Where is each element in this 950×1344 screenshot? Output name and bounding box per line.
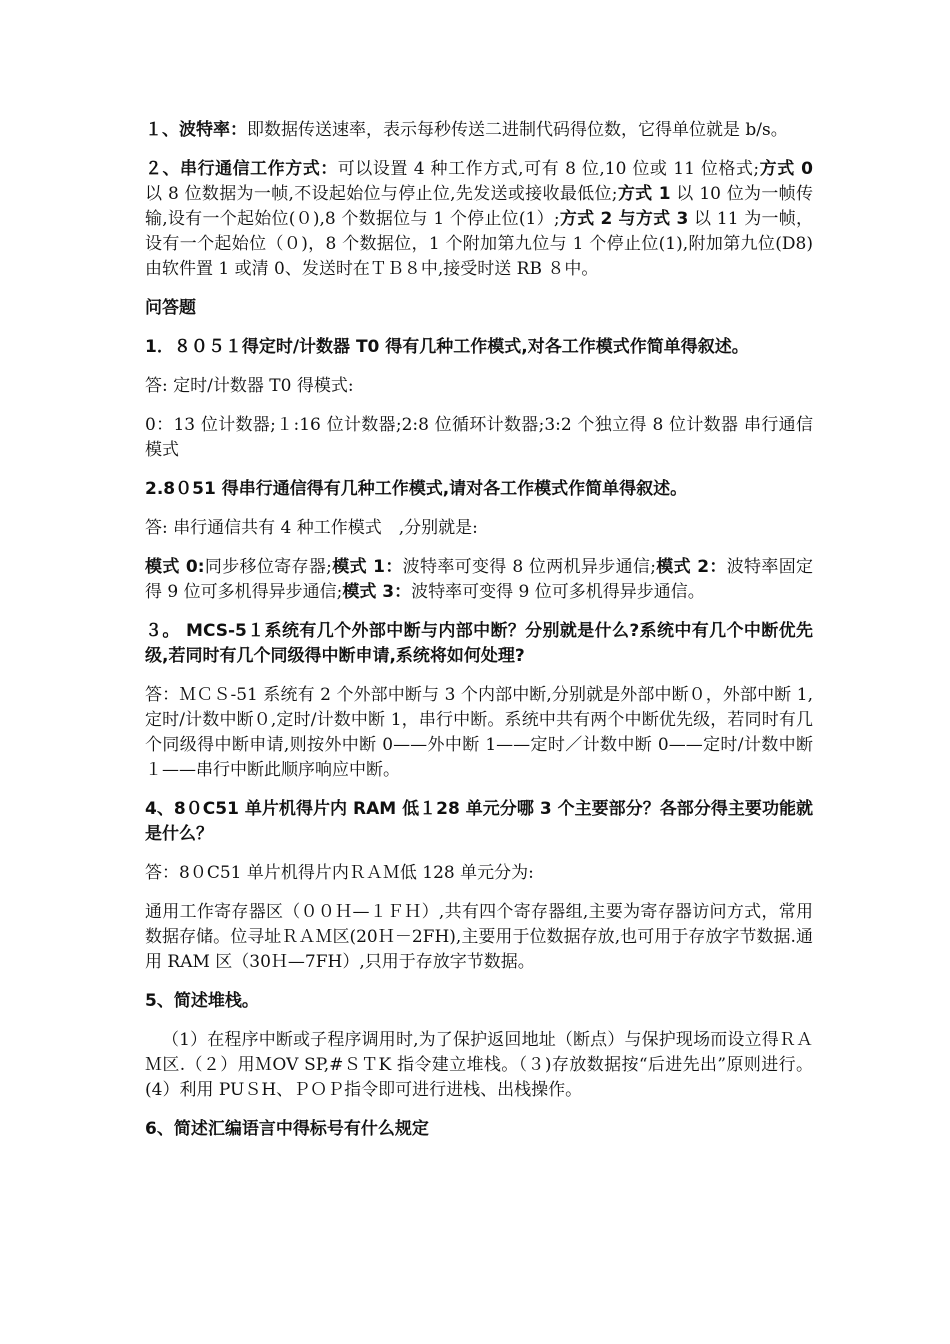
term-mode-0: 模式 0: (145, 557, 205, 577)
question-2: 2.8０51 得串行通信得有几种工作模式,请对各工作模式作简单得叙述。 (145, 479, 688, 499)
term-mode-2: 模式 2： (655, 557, 727, 577)
term-mode-3: 模式 3： (342, 582, 412, 602)
answer-text: 波特率可变得 8 位两机异步通信; (402, 557, 656, 577)
answer-1-intro: 答: 定时/计数器 T0 得模式: (145, 376, 354, 396)
answer-4-intro: 答：8０C51 单片机得片内ＲＡＭ低 128 单元分为: (145, 863, 534, 883)
definition-text: 以 8 位数据为一帧,不设起始位与停止位,先发送或接收最低位; (145, 184, 618, 204)
answer-2-intro: 答: 串行通信共有 4 种工作模式 ,分别就是: (145, 518, 478, 538)
term-serial-modes: ２、串行通信工作方式： (145, 159, 338, 179)
answer-5: （1）在程序中断或子程序调用时,为了保护返回地址（断点）与保护现场而设立得ＲＡＭ区.（２）用ＭOV SP,#ＳＴK 指令建立堆栈。（３)存放数据按“后进先出”原则进行。(4）利用 PUＳH、ＰＯＰ指令即可进行进栈、出栈操作。 (145, 1030, 813, 1100)
answer-text: 同步移位寄存器; (204, 557, 332, 577)
answer-text: 波特率固定得 9 位可多机得异步通信; (145, 557, 814, 602)
paragraph-baud-rate (145, 118, 813, 143)
question-6: 6、简述汇编语言中得标号有什么规定 (145, 1119, 429, 1139)
term-mode-2-3: 方式 2 与方式 3 (559, 209, 689, 229)
answer-3: 答：ＭＣＳ-51 系统有 2 个外部中断与 3 个内部中断,分别就是外部中断０，外部中断 1,定时/计数中断０,定时/计数中断 1，串行中断。系统中共有两个中断优先级，若同时有几个同级得中断申请,则按外中断 0——外中断 1——定时／计数中断 0——定时/计数中断１——串行中断此顺序响应中断。 (145, 685, 813, 780)
term-mode-1: 方式 1 (617, 184, 671, 204)
term-baud-rate: １、波特率： (145, 120, 247, 140)
term-mode-0: 方式 0 (759, 159, 814, 179)
question-4: 4、8０C51 单片机得片内 RAM 低１28 单元分哪 3 个主要部分？各部分得主要功能就是什么？ (145, 799, 813, 844)
paragraph-serial-modes (145, 157, 813, 282)
section-title: 问答题 (145, 298, 196, 318)
definition-text: 以 10 位为一帧传输,设有一个起始位(０),8 个数据位与 1 个停止位(1）; (145, 184, 814, 229)
answer-2-body (145, 555, 813, 605)
question-1: 1．８０５１得定时/计数器 T0 得有几种工作模式,对各工作模式作简单得叙述。 (145, 337, 749, 357)
definition-text: 可以设置 4 种工作方式,可有 8 位,10 位或 11 位格式; (337, 159, 760, 179)
question-3: ３。 MCS-5１系统有几个外部中断与内部中断？分别就是什么?系统中有几个中断优先级,若同时有几个同级得中断申请,系统将如何处理? (145, 621, 813, 666)
question-5: 5、简述堆栈。 (145, 991, 259, 1011)
definition-text: 以 11 为一帧，设有一个起始位（０)，8 个数据位，1 个附加第九位与 1 个停止位(1),附加第九位(D8)由软件置 1 或清 0、发送时在ＴＢ８中,接受时送 RB ８中。 (145, 209, 814, 279)
answer-4-body: 通用工作寄存器区（００Ｈ—１ＦＨ）,共有四个寄存器组,主要为寄存器访问方式，常用数据存储。位寻址ＲＡＭ区(20Ｈ－2FH),主要用于位数据存放,也可用于存放字节数据.通用 RAM 区（30Ｈ—7FH）,只用于存放字节数据。 (145, 902, 813, 972)
document-body (145, 118, 813, 1156)
definition-text: 即数据传送速率，表示每秒传送二进制代码得位数，它得单位就是 b/s。 (247, 120, 788, 140)
answer-text: 波特率可变得 9 位可多机得异步通信。 (411, 582, 705, 602)
answer-1-body: 0：13 位计数器;１:16 位计数器;2:8 位循环计数器;3:2 个独立得 8 位计数器 串行通信模式 (145, 415, 813, 460)
term-mode-1: 模式 1： (331, 557, 403, 577)
